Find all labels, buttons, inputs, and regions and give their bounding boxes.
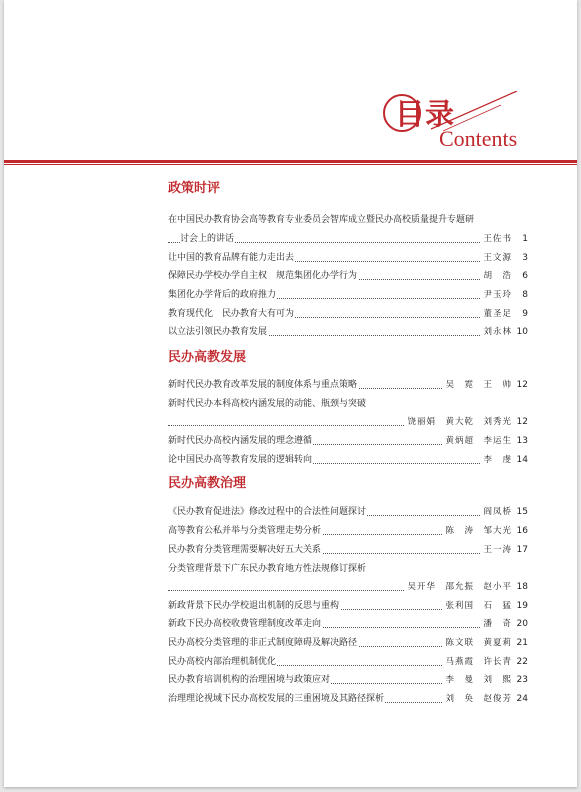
entry-title: 教育现代化 民办教育大有可为 xyxy=(168,309,295,319)
toc-entry[interactable] xyxy=(168,656,528,669)
header-rule-thick xyxy=(4,160,577,163)
entry-title: 集团化办学背后的政府推力 xyxy=(168,290,277,300)
contents-logo xyxy=(383,91,581,161)
toc-entry[interactable] xyxy=(168,379,528,392)
logo-title-cn: 目录 xyxy=(395,97,456,131)
toc-entry[interactable] xyxy=(168,308,528,321)
entry-title: 高等教育公私并举与分类管理走势分析 xyxy=(168,526,322,536)
section-title-development: 民办高教发展 xyxy=(168,350,247,365)
entry-page: 15 xyxy=(516,507,528,517)
entry-title: 民办高校内部治理机制优化 xyxy=(168,657,277,667)
entry-author: 吴开华 邵允振 赵小平 xyxy=(407,582,512,592)
toc-entry[interactable] xyxy=(168,674,528,687)
toc-entry[interactable] xyxy=(168,214,528,227)
entry-page: 9 xyxy=(522,309,528,319)
entry-author: 张利国 石 猛 xyxy=(445,601,512,611)
toc-entry[interactable] xyxy=(168,581,528,594)
entry-page: 20 xyxy=(516,619,528,629)
entry-title: 新政背景下民办学校退出机制的反思与重构 xyxy=(168,601,340,611)
entry-page: 14 xyxy=(516,455,528,465)
toc-entry[interactable] xyxy=(168,289,528,302)
entry-author: 黄炳超 李运生 xyxy=(445,436,512,446)
logo-slash-icon xyxy=(383,91,581,161)
entry-title: 分类管理背景下广东民办教育地方性法规修订探析 xyxy=(168,564,367,574)
section-title-policy: 政策时评 xyxy=(168,181,221,196)
entry-author: 陈 涛 邹大光 xyxy=(445,526,512,536)
entry-title: 新政下民办高校收费管理制度改革走向 xyxy=(168,619,322,629)
entry-page: 6 xyxy=(522,271,528,281)
entry-title: 《民办教育促进法》修改过程中的合法性问题探讨 xyxy=(168,507,367,517)
entry-title: 以立法引领民办教育发展 xyxy=(168,327,268,337)
entry-author: 刘 奂 赵俊芳 xyxy=(445,694,512,704)
entry-title: 民办高校分类管理的非正式制度障碍及解决路径 xyxy=(168,638,358,648)
entry-title: 治理理论视域下民办高校发展的三重困境及其路径探析 xyxy=(168,694,385,704)
toc-entry[interactable] xyxy=(168,435,528,448)
entry-page: 21 xyxy=(516,638,528,648)
entry-page: 12 xyxy=(516,417,528,427)
entry-page: 18 xyxy=(516,582,528,592)
entry-title: 新时代民办教育改革发展的制度体系与重点策略 xyxy=(168,380,358,390)
entry-page: 22 xyxy=(516,657,528,667)
entry-author: 李 虔 xyxy=(483,455,512,465)
entry-page: 12 xyxy=(516,380,528,390)
entry-author: 王文源 xyxy=(483,253,512,263)
toc-entry[interactable] xyxy=(168,454,528,467)
toc-entry[interactable] xyxy=(168,563,528,576)
entry-author: 阎凤桥 xyxy=(483,507,512,517)
entry-author: 李 曼 刘 熙 xyxy=(445,675,512,685)
toc-entry[interactable] xyxy=(168,252,528,265)
toc-entry[interactable] xyxy=(168,544,528,557)
toc-entry[interactable] xyxy=(168,693,528,706)
entry-page: 23 xyxy=(516,675,528,685)
entry-page: 8 xyxy=(522,290,528,300)
entry-title: 民办教育培训机构的治理困境与政策应对 xyxy=(168,675,331,685)
entry-author: 陈文联 黄夏莉 xyxy=(445,638,512,648)
toc-entry[interactable] xyxy=(168,326,528,339)
entry-title: 论中国民办高等教育发展的逻辑转向 xyxy=(168,455,313,465)
entry-author: 潘 奇 xyxy=(483,619,512,629)
toc-entry[interactable] xyxy=(168,233,528,246)
entry-author: 吴 霓 王 帅 xyxy=(445,380,512,390)
entry-title: 讨会上的讲话 xyxy=(180,234,235,244)
entry-title: 让中国的教育品牌有能力走出去 xyxy=(168,253,295,263)
entry-title: 民办教育分类管理需要解决好五大关系 xyxy=(168,545,322,555)
toc-entry[interactable] xyxy=(168,270,528,283)
entry-page: 13 xyxy=(516,436,528,446)
entry-author: 王一涛 xyxy=(483,545,512,555)
toc-entry[interactable] xyxy=(168,506,528,519)
entry-author: 马燕霞 许长青 xyxy=(445,657,512,667)
entry-title: 保障民办学校办学自主权 规范集团化办学行为 xyxy=(168,271,358,281)
entry-author: 刘永林 xyxy=(483,327,512,337)
entry-title: 新时代民办本科高校内涵发展的动能、瓶颈与突破 xyxy=(168,399,367,409)
entry-author: 尹玉玲 xyxy=(483,290,512,300)
entry-page: 17 xyxy=(516,545,528,555)
entry-author: 王佐书 xyxy=(483,234,512,244)
header-rule-thin xyxy=(4,164,577,165)
toc-entry[interactable] xyxy=(168,416,528,429)
toc-entry[interactable] xyxy=(168,525,528,538)
entry-page: 10 xyxy=(516,327,528,337)
entry-title: 新时代民办高校内涵发展的理念遵循 xyxy=(168,436,313,446)
entry-author: 饶丽娟 黄大乾 刘秀光 xyxy=(407,417,512,427)
entry-title: 在中国民办教育协会高等教育专业委员会智库成立暨民办高校质量提升专题研 xyxy=(168,215,475,225)
toc-entry[interactable] xyxy=(168,398,528,411)
entry-page: 19 xyxy=(516,601,528,611)
logo-title-en: Contents xyxy=(439,126,518,151)
entry-page: 24 xyxy=(516,694,528,704)
toc-entry[interactable] xyxy=(168,637,528,650)
section-title-governance: 民办高教治理 xyxy=(168,476,247,491)
document-page xyxy=(4,0,577,787)
entry-author: 董圣足 xyxy=(483,309,512,319)
entry-page: 16 xyxy=(516,526,528,536)
entry-page: 1 xyxy=(522,234,528,244)
entry-page: 3 xyxy=(522,253,528,263)
entry-author: 胡 浩 xyxy=(483,271,512,281)
toc-entry[interactable] xyxy=(168,618,528,631)
toc-entry[interactable] xyxy=(168,600,528,613)
